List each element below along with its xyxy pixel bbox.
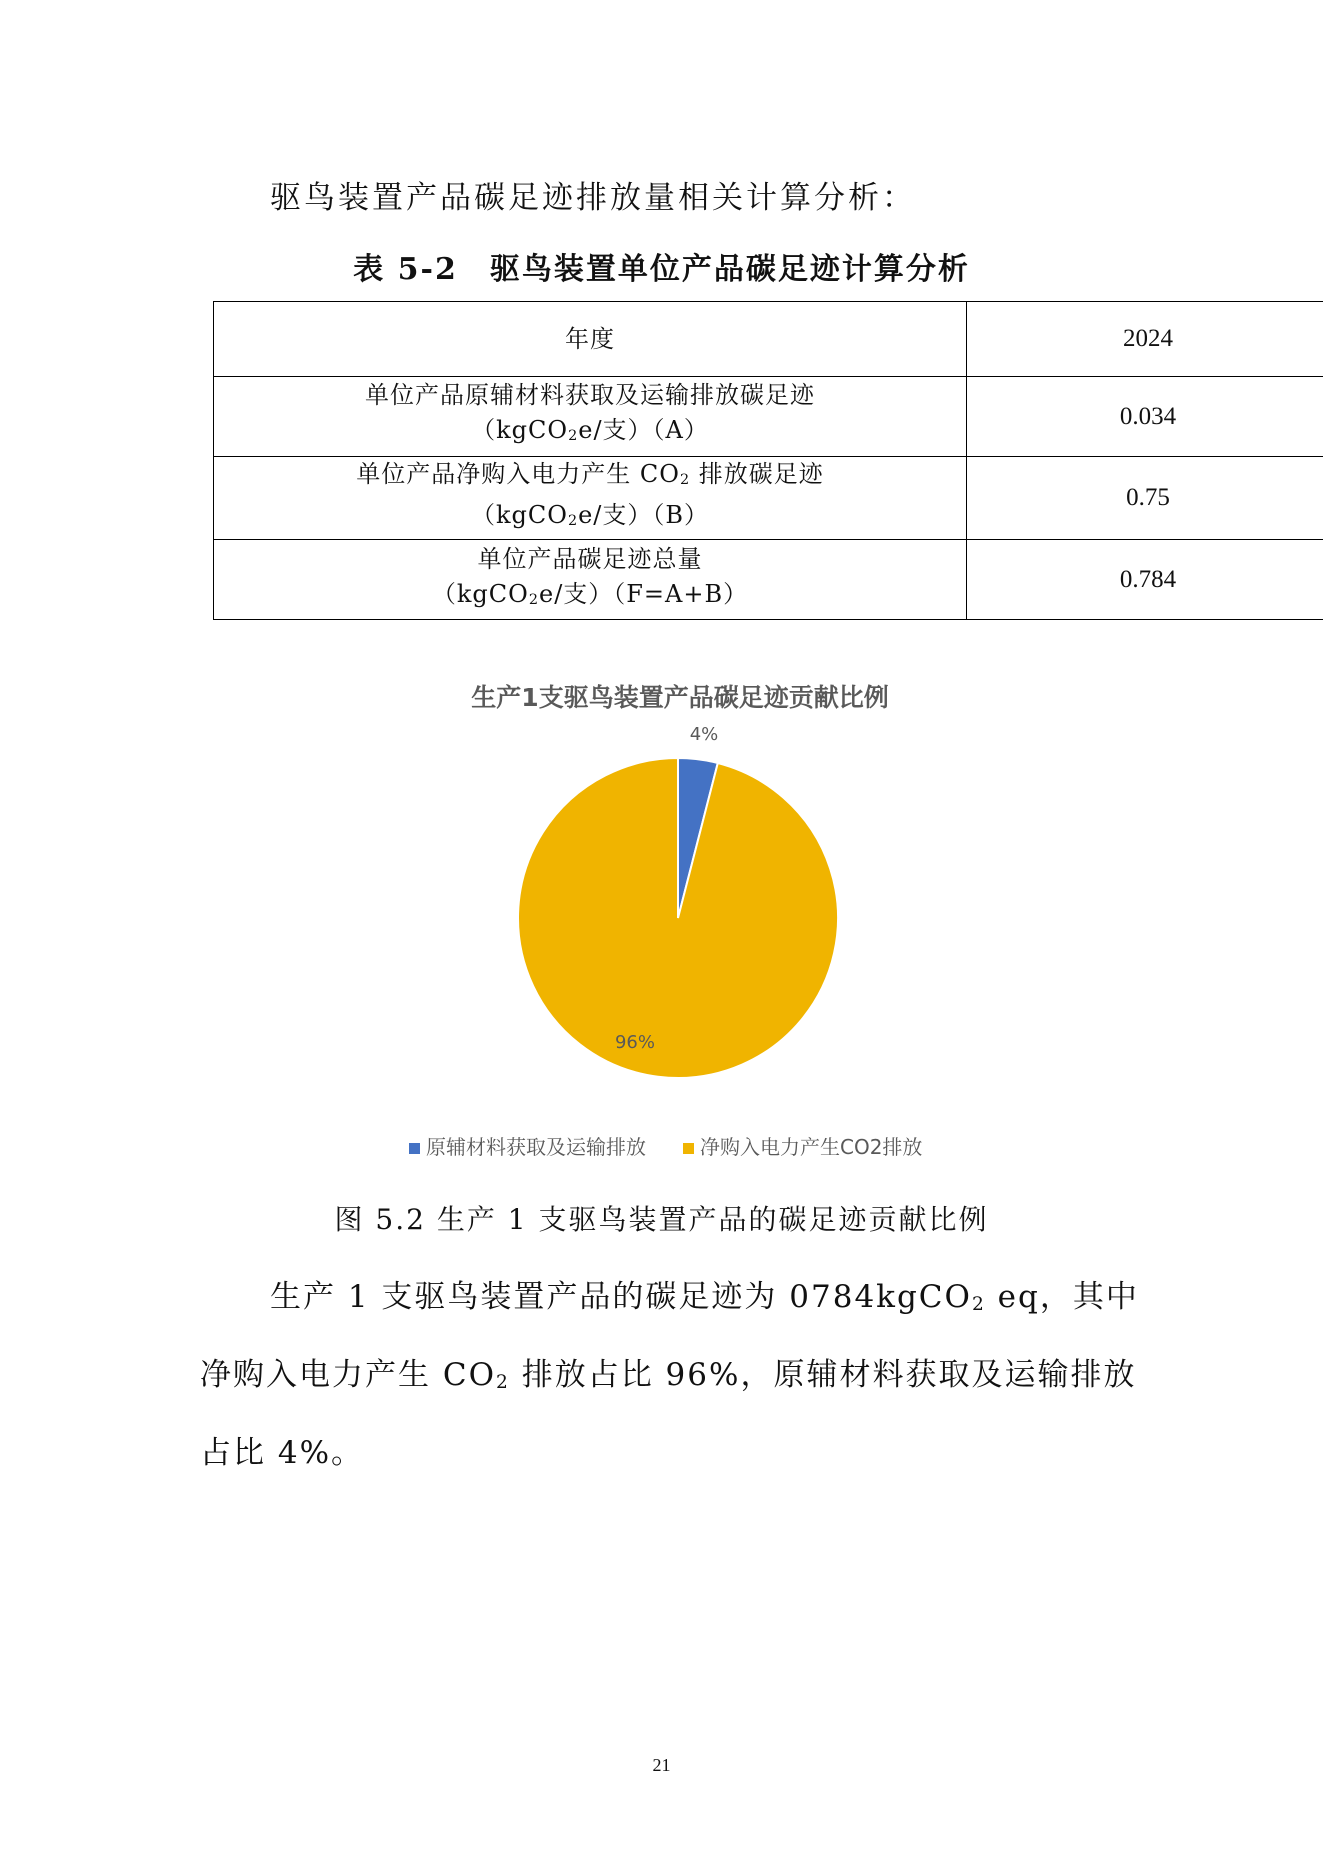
- chart-legend: [409, 1135, 922, 1159]
- legend-label-electricity: 净购入电力产生CO2排放: [700, 1135, 923, 1159]
- table-row: [214, 377, 1323, 457]
- header-year: 2024: [967, 302, 1323, 377]
- chart-title: 生产1支驱鸟装置产品碳足迹贡献比例: [471, 683, 889, 712]
- row-label: 单位产品碳足迹总量 （kgCO$_2$e/支）（F=A+B）: [214, 540, 967, 620]
- slice-label-electricity: 96%: [614, 1032, 656, 1053]
- row-value: 0.034: [967, 377, 1323, 457]
- legend-swatch-electricity: [683, 1143, 694, 1154]
- figure-caption: 图 5.2 生产 1 支驱鸟装置产品的碳足迹贡献比例: [334, 1203, 989, 1236]
- table-header-row: [214, 302, 1323, 377]
- footprint-table: [213, 301, 1323, 620]
- pie-chart: [400, 670, 1000, 1170]
- table-caption: 表 5-2 驱鸟装置单位产品碳足迹计算分析: [353, 252, 970, 287]
- intro-text: 驱鸟装置产品碳足迹排放量相关计算分析：: [270, 180, 916, 216]
- header-label: 年度: [214, 302, 967, 377]
- row-value: 0.784: [967, 540, 1323, 620]
- row-label: 单位产品净购入电力产生 $CO_2$ 排放碳足迹 （kgCO$_2$e/支）（B）: [214, 457, 967, 540]
- row-label: 单位产品原辅材料获取及运输排放碳足迹 （kgCO$_2$e/支）（A）: [214, 377, 967, 457]
- table-row: [214, 457, 1323, 540]
- legend-swatch-material: [409, 1143, 420, 1154]
- row-value: 0.75: [967, 457, 1323, 540]
- slice-label-material: 4%: [689, 724, 719, 745]
- slice-electricity: [518, 758, 838, 1078]
- table-row: [214, 540, 1323, 620]
- legend-label-material: 原辅材料获取及运输排放: [426, 1135, 646, 1159]
- page-number: 21: [652, 1755, 671, 1775]
- body-paragraph: 生产 1 支驱鸟装置产品的碳足迹为 0784kgCO$_2$ eq，其中净购入电力产生 $CO_2$ 排放占比 96%，原辅材料获取及运输排放占比 4%。: [200, 1279, 1139, 1471]
